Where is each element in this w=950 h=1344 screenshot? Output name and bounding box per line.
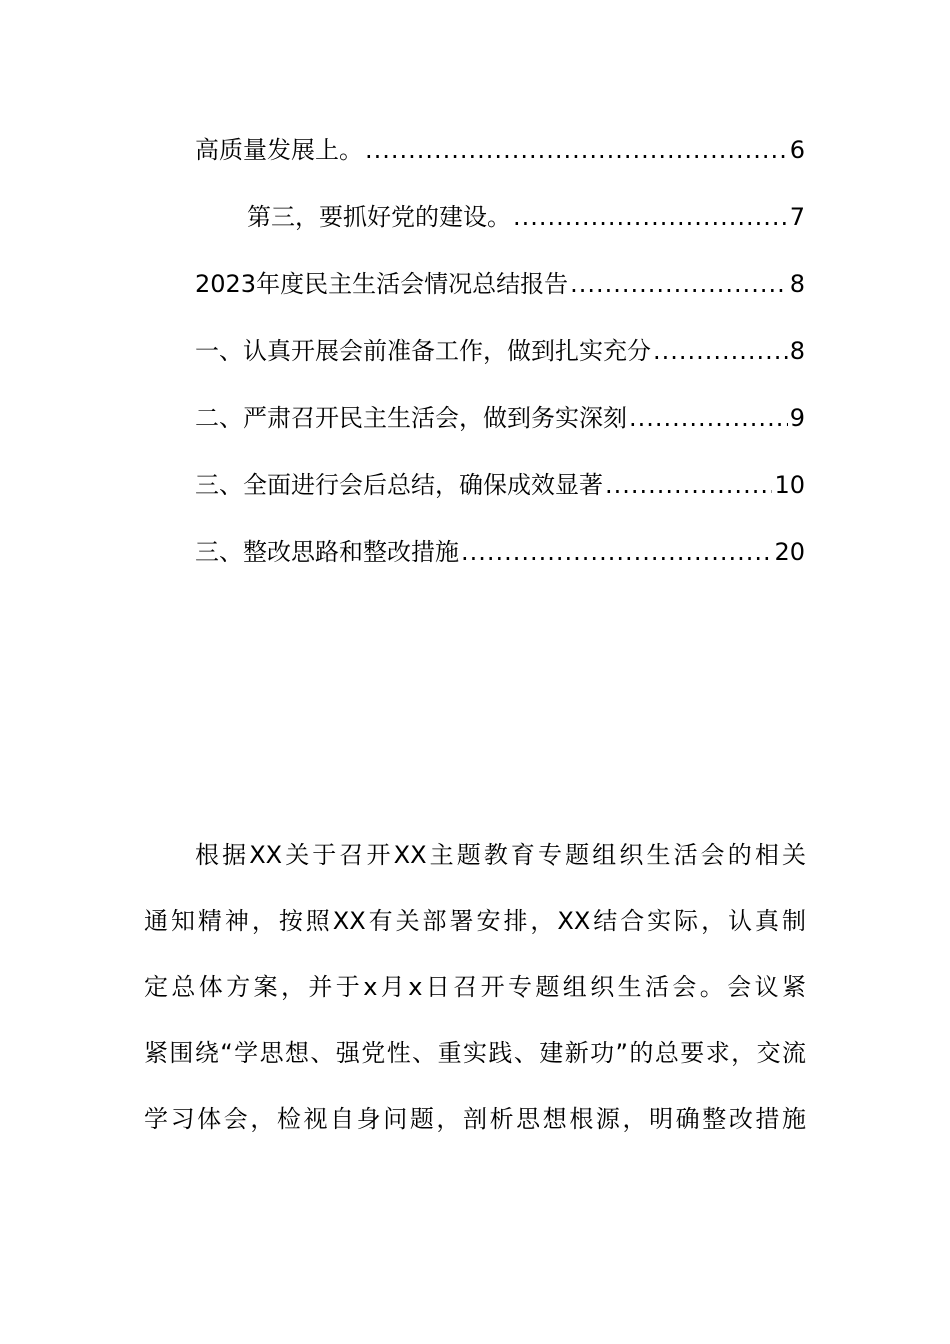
toc-entry-title: 一、认真开展会前准备工作，做到扎实充分 <box>195 337 651 365</box>
toc-entry[interactable] <box>195 465 805 532</box>
toc-page-number: 20 <box>774 538 805 566</box>
toc-leader-dots <box>461 532 772 572</box>
toc-leader-dots <box>513 197 788 237</box>
toc-entry[interactable] <box>195 264 805 331</box>
toc-page-number: 9 <box>789 404 805 432</box>
paragraph-line: 学习体会，检视自身问题，剖析思想根源，明确整改措施 <box>144 1105 806 1133</box>
toc-entry[interactable] <box>195 197 805 264</box>
toc-page-number: 10 <box>774 471 805 499</box>
table-of-contents <box>195 130 805 599</box>
toc-entry[interactable] <box>195 331 805 398</box>
toc-leader-dots <box>365 130 788 170</box>
toc-leader-dots <box>570 264 788 304</box>
toc-entry-title: 高质量发展上。 <box>195 136 363 164</box>
toc-entry-title: 三、全面进行会后总结，确保成效显著 <box>195 471 603 499</box>
toc-entry-title: 2023年度民主生活会情况总结报告 <box>195 270 569 298</box>
body-paragraph <box>144 822 806 1152</box>
toc-page-number: 8 <box>789 270 805 298</box>
toc-leader-dots <box>653 331 788 371</box>
toc-page-number: 8 <box>789 337 805 365</box>
toc-leader-dots <box>605 465 772 505</box>
toc-entry[interactable] <box>195 130 805 197</box>
toc-entry-title: 三、整改思路和整改措施 <box>195 538 459 566</box>
toc-page-number: 6 <box>789 136 805 164</box>
toc-entry[interactable] <box>195 398 805 465</box>
toc-entry-title: 第三，要抓好党的建设。 <box>247 203 511 231</box>
paragraph-line: 定总体方案，并于x月x日召开专题组织生活会。会议紧 <box>144 973 806 1001</box>
paragraph-line: 紧围绕“学思想、强党性、重实践、建新功”的总要求，交流 <box>144 1039 806 1067</box>
paragraph-line: 通知精神，按照XX有关部署安排，XX结合实际，认真制 <box>144 907 806 935</box>
paragraph-line: 根据XX关于召开XX主题教育专题组织生活会的相关 <box>195 841 806 869</box>
toc-page-number: 7 <box>789 203 805 231</box>
toc-entry-title: 二、严肃召开民主生活会，做到务实深刻 <box>195 404 627 432</box>
toc-leader-dots <box>629 398 788 438</box>
toc-entry[interactable] <box>195 532 805 599</box>
